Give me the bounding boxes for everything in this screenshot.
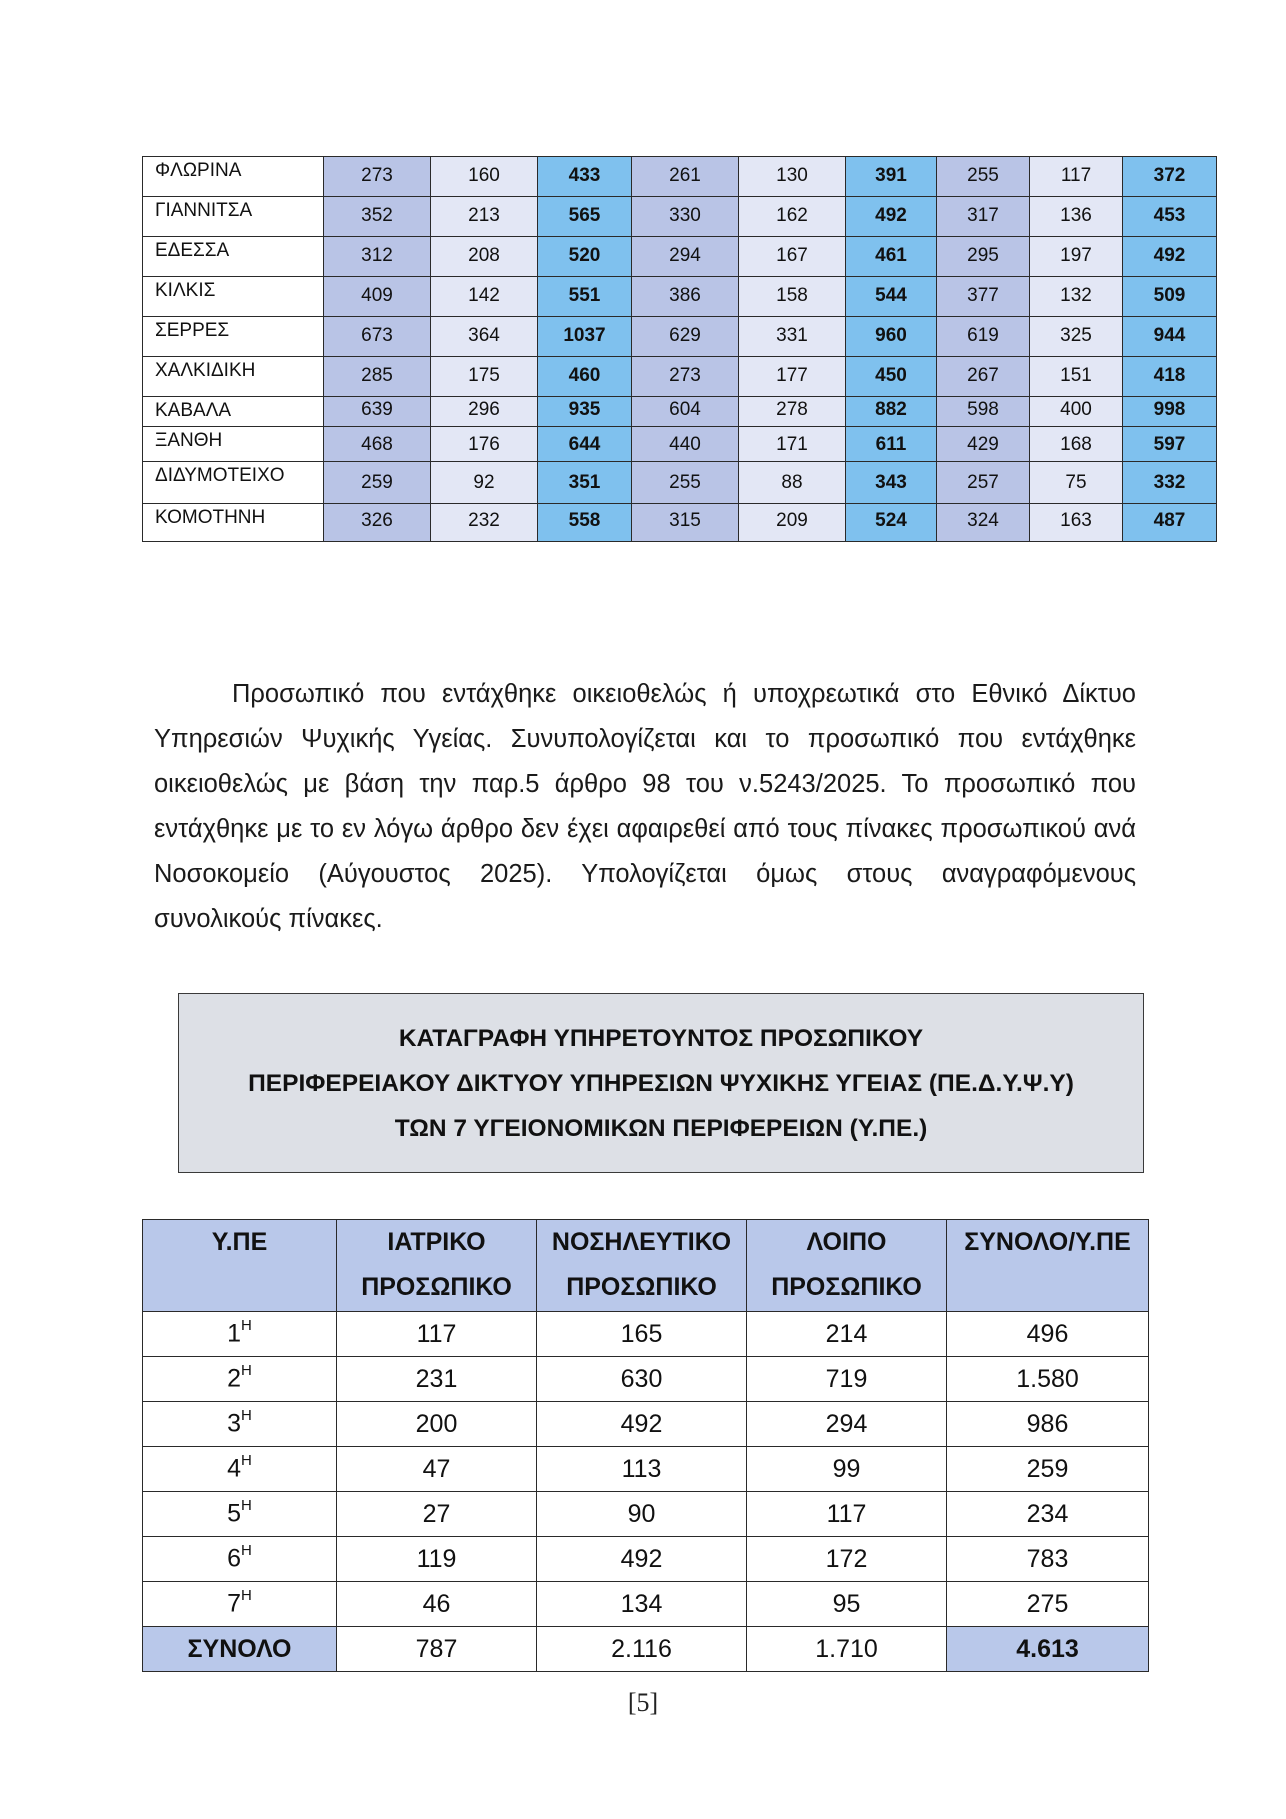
regional-cell: 261 (632, 157, 739, 197)
nursing-cell: 134 (537, 1582, 747, 1627)
regional-cell: 257 (937, 462, 1030, 504)
regional-cell: 352 (324, 197, 431, 237)
regional-cell: 209 (739, 504, 846, 542)
medical-cell: 231 (337, 1357, 537, 1402)
regional-cell: 331 (739, 317, 846, 357)
regional-cell: 386 (632, 277, 739, 317)
ype-number: 3 (227, 1409, 242, 1438)
ype-ordinal-suffix: Η (241, 1407, 252, 1425)
header-nursing-line1: ΝΟΣΗΛΕΥΤΙΚΟ (551, 1228, 732, 1256)
summary-row (143, 1492, 1149, 1537)
regional-cell: 296 (431, 397, 538, 427)
regional-row (143, 197, 1217, 237)
header-total-line1: ΣΥΝΟΛΟ/Υ.ΠΕ (964, 1228, 1131, 1256)
regional-cell: 130 (739, 157, 846, 197)
ype-ordinal-suffix: Η (241, 1362, 252, 1380)
summary-row (143, 1447, 1149, 1492)
regional-cell: 75 (1030, 462, 1123, 504)
ype-cell (143, 1582, 337, 1627)
regional-cell: 117 (1030, 157, 1123, 197)
regional-cell: 315 (632, 504, 739, 542)
summary-row (143, 1357, 1149, 1402)
regional-cell: 326 (324, 504, 431, 542)
title-line-3: ΤΩΝ 7 ΥΓΕΙΟΝΟΜΙΚΩΝ ΠΕΡΙΦΕΡΕΙΩΝ (Υ.ΠΕ.) (394, 1114, 928, 1142)
header-other-line2: ΠΡΟΣΩΠΙΚΟ (771, 1273, 922, 1301)
summary-header-row (143, 1220, 1149, 1312)
other-cell: 294 (747, 1402, 947, 1447)
header-nursing (537, 1220, 747, 1312)
total-cell: 234 (947, 1492, 1149, 1537)
title-line-2: ΠΕΡΙΦΕΡΕΙΑΚΟΥ ΔΙΚΤΥΟΥ ΥΠΗΡΕΣΙΩΝ ΨΥΧΙΚΗΣ ΥΓΕΙΑΣ (ΠΕ.Δ.Υ.Ψ.Υ) (248, 1069, 1074, 1097)
region-name: ΚΙΛΚΙΣ (143, 277, 324, 317)
medical-cell: 27 (337, 1492, 537, 1537)
regional-row (143, 397, 1217, 427)
other-cell: 214 (747, 1312, 947, 1357)
regional-row (143, 237, 1217, 277)
regional-cell: 492 (1123, 237, 1217, 277)
regional-row (143, 357, 1217, 397)
regional-cell: 409 (324, 277, 431, 317)
medical-cell: 46 (337, 1582, 537, 1627)
regional-cell: 213 (431, 197, 538, 237)
summary-total-row (143, 1627, 1149, 1672)
nursing-cell: 113 (537, 1447, 747, 1492)
regional-cell: 372 (1123, 157, 1217, 197)
regional-cell: 450 (846, 357, 937, 397)
region-name: ΚΑΒΑΛΑ (143, 397, 324, 427)
regional-cell: 998 (1123, 397, 1217, 427)
other-cell: 719 (747, 1357, 947, 1402)
ype-number: 5 (227, 1499, 242, 1528)
regional-cell: 312 (324, 237, 431, 277)
region-name: ΣΕΡΡΕΣ (143, 317, 324, 357)
medical-cell: 200 (337, 1402, 537, 1447)
regional-cell: 168 (1030, 427, 1123, 462)
regional-row (143, 277, 1217, 317)
regional-cell: 332 (1123, 462, 1217, 504)
regional-cell: 160 (431, 157, 538, 197)
total-cell: 259 (947, 1447, 1149, 1492)
total-cell: 783 (947, 1537, 1149, 1582)
ype-ordinal-suffix: Η (241, 1497, 252, 1515)
regional-cell: 273 (632, 357, 739, 397)
regional-cell: 391 (846, 157, 937, 197)
regional-cell: 453 (1123, 197, 1217, 237)
regional-cell: 158 (739, 277, 846, 317)
regional-cell: 935 (538, 397, 632, 427)
regional-table-body (143, 157, 1217, 542)
total-cell: 986 (947, 1402, 1149, 1447)
nursing-cell: 492 (537, 1537, 747, 1582)
regional-cell: 176 (431, 427, 538, 462)
summary-table-body (143, 1312, 1149, 1672)
regional-cell: 433 (538, 157, 632, 197)
region-name: ΔΙΔΥΜΟΤΕΙΧΟ (143, 462, 324, 504)
total-cell: 275 (947, 1582, 1149, 1627)
regional-cell: 960 (846, 317, 937, 357)
regional-cell: 619 (937, 317, 1030, 357)
page-number: [5] (627, 1688, 659, 1717)
section-title-box (178, 993, 1144, 1173)
regional-cell: 330 (632, 197, 739, 237)
regional-cell: 461 (846, 237, 937, 277)
regional-cell: 232 (431, 504, 538, 542)
summary-row (143, 1537, 1149, 1582)
header-other-line1: ΛΟΙΠΟ (806, 1228, 887, 1256)
region-name: ΦΛΩΡΙΝΑ (143, 157, 324, 197)
medical-cell: 119 (337, 1537, 537, 1582)
medical-cell: 117 (337, 1312, 537, 1357)
regional-cell: 429 (937, 427, 1030, 462)
regional-cell: 377 (937, 277, 1030, 317)
ype-cell (143, 1357, 337, 1402)
regional-cell: 142 (431, 277, 538, 317)
regional-row (143, 317, 1217, 357)
regional-cell: 171 (739, 427, 846, 462)
regional-cell: 597 (1123, 427, 1217, 462)
regional-cell: 487 (1123, 504, 1217, 542)
regional-cell: 639 (324, 397, 431, 427)
other-cell: 172 (747, 1537, 947, 1582)
ype-number: 4 (227, 1454, 242, 1483)
explanatory-paragraph: Προσωπικό που εντάχθηκε οικειοθελώς ή υποχρεωτικά στο Εθνικό Δίκτυο Υπηρεσιών Ψυχικής Υγείας. Συνυπολογίζεται και το προσωπικό που εντάχθηκε οικειοθελώς με βάση την παρ.5 άρθρο 98 του ν.5243/2025. Το προσωπικό που εντάχθηκε με το εν λόγω άρθρο δεν έχει αφαιρεθεί από τους πίνακες προσωπικού ανά Νοσοκομείο (Αύγουστος 2025). Υπολογίζεται όμως στους αναγραφόμενους συνολικούς πίνακες. (154, 680, 1136, 933)
header-ype-line1: Υ.ΠΕ (211, 1228, 268, 1256)
total-cell: 1.580 (947, 1357, 1149, 1402)
regional-staff-table (142, 156, 1217, 542)
regional-cell: 92 (431, 462, 538, 504)
regional-cell: 132 (1030, 277, 1123, 317)
regional-cell: 644 (538, 427, 632, 462)
region-name: ΓΙΑΝΝΙΤΣΑ (143, 197, 324, 237)
summary-staff-table (142, 1219, 1149, 1672)
regional-cell: 88 (739, 462, 846, 504)
regional-cell: 295 (937, 237, 1030, 277)
summary-row (143, 1582, 1149, 1627)
ype-number: 2 (227, 1364, 242, 1393)
nursing-cell: 90 (537, 1492, 747, 1537)
regional-cell: 509 (1123, 277, 1217, 317)
regional-cell: 364 (431, 317, 538, 357)
header-medical-line1: ΙΑΤΡΙΚΟ (387, 1228, 486, 1256)
header-other (747, 1220, 947, 1312)
ype-ordinal-suffix: Η (241, 1317, 252, 1335)
ype-cell (143, 1492, 337, 1537)
ype-number: 1 (227, 1319, 242, 1348)
ype-cell (143, 1537, 337, 1582)
total-label: ΣΥΝΟΛΟ (143, 1627, 337, 1672)
regional-cell: 259 (324, 462, 431, 504)
ype-cell (143, 1312, 337, 1357)
regional-cell: 351 (538, 462, 632, 504)
regional-cell: 944 (1123, 317, 1217, 357)
ype-ordinal-suffix: Η (241, 1542, 252, 1560)
regional-cell: 551 (538, 277, 632, 317)
ype-ordinal-suffix: Η (241, 1452, 252, 1470)
regional-cell: 524 (846, 504, 937, 542)
nursing-cell: 630 (537, 1357, 747, 1402)
regional-cell: 611 (846, 427, 937, 462)
ype-ordinal-suffix: Η (241, 1587, 252, 1605)
regional-cell: 163 (1030, 504, 1123, 542)
region-name: ΕΔΕΣΣΑ (143, 237, 324, 277)
regional-row (143, 427, 1217, 462)
regional-cell: 177 (739, 357, 846, 397)
regional-cell: 460 (538, 357, 632, 397)
header-total-per-ype (947, 1220, 1149, 1312)
other-cell: 117 (747, 1492, 947, 1537)
regional-cell: 317 (937, 197, 1030, 237)
regional-cell: 278 (739, 397, 846, 427)
regional-cell: 136 (1030, 197, 1123, 237)
regional-cell: 673 (324, 317, 431, 357)
other-cell: 99 (747, 1447, 947, 1492)
regional-cell: 558 (538, 504, 632, 542)
regional-cell: 325 (1030, 317, 1123, 357)
regional-cell: 208 (431, 237, 538, 277)
regional-cell: 151 (1030, 357, 1123, 397)
regional-cell: 492 (846, 197, 937, 237)
total-cell: 496 (947, 1312, 1149, 1357)
regional-row (143, 462, 1217, 504)
header-ype (143, 1220, 337, 1312)
header-nursing-line2: ΠΡΟΣΩΠΙΚΟ (566, 1273, 717, 1301)
region-name: ΞΑΝΘΗ (143, 427, 324, 462)
regional-cell: 440 (632, 427, 739, 462)
ype-cell (143, 1402, 337, 1447)
ype-cell (143, 1447, 337, 1492)
ype-number: 7 (227, 1589, 242, 1618)
summary-row (143, 1312, 1149, 1357)
regional-cell: 1037 (538, 317, 632, 357)
regional-cell: 343 (846, 462, 937, 504)
total-total-cell: 4.613 (947, 1627, 1149, 1672)
regional-cell: 882 (846, 397, 937, 427)
regional-cell: 255 (937, 157, 1030, 197)
regional-cell: 468 (324, 427, 431, 462)
regional-cell: 294 (632, 237, 739, 277)
title-line-1: ΚΑΤΑΓΡΑΦΗ ΥΠΗΡΕΤΟΥΝΤΟΣ ΠΡΟΣΩΠΙΚΟΥ (398, 1024, 924, 1052)
regional-cell: 267 (937, 357, 1030, 397)
regional-cell: 167 (739, 237, 846, 277)
regional-cell: 273 (324, 157, 431, 197)
header-medical (337, 1220, 537, 1312)
regional-cell: 418 (1123, 357, 1217, 397)
total-medical-cell: 787 (337, 1627, 537, 1672)
regional-cell: 604 (632, 397, 739, 427)
nursing-cell: 492 (537, 1402, 747, 1447)
regional-cell: 544 (846, 277, 937, 317)
regional-cell: 285 (324, 357, 431, 397)
regional-cell: 520 (538, 237, 632, 277)
ype-number: 6 (227, 1544, 242, 1573)
header-medical-line2: ΠΡΟΣΩΠΙΚΟ (361, 1273, 512, 1301)
regional-cell: 400 (1030, 397, 1123, 427)
regional-cell: 255 (632, 462, 739, 504)
regional-cell: 197 (1030, 237, 1123, 277)
medical-cell: 47 (337, 1447, 537, 1492)
regional-cell: 598 (937, 397, 1030, 427)
regional-cell: 324 (937, 504, 1030, 542)
summary-row (143, 1402, 1149, 1447)
total-other-cell: 1.710 (747, 1627, 947, 1672)
total-nursing-cell: 2.116 (537, 1627, 747, 1672)
regional-cell: 565 (538, 197, 632, 237)
regional-cell: 175 (431, 357, 538, 397)
regional-cell: 162 (739, 197, 846, 237)
other-cell: 95 (747, 1582, 947, 1627)
region-name: ΚΟΜΟΤΗΝΗ (143, 504, 324, 542)
region-name: ΧΑΛΚΙΔΙΚΗ (143, 357, 324, 397)
regional-row (143, 157, 1217, 197)
nursing-cell: 165 (537, 1312, 747, 1357)
regional-row (143, 504, 1217, 542)
regional-cell: 629 (632, 317, 739, 357)
